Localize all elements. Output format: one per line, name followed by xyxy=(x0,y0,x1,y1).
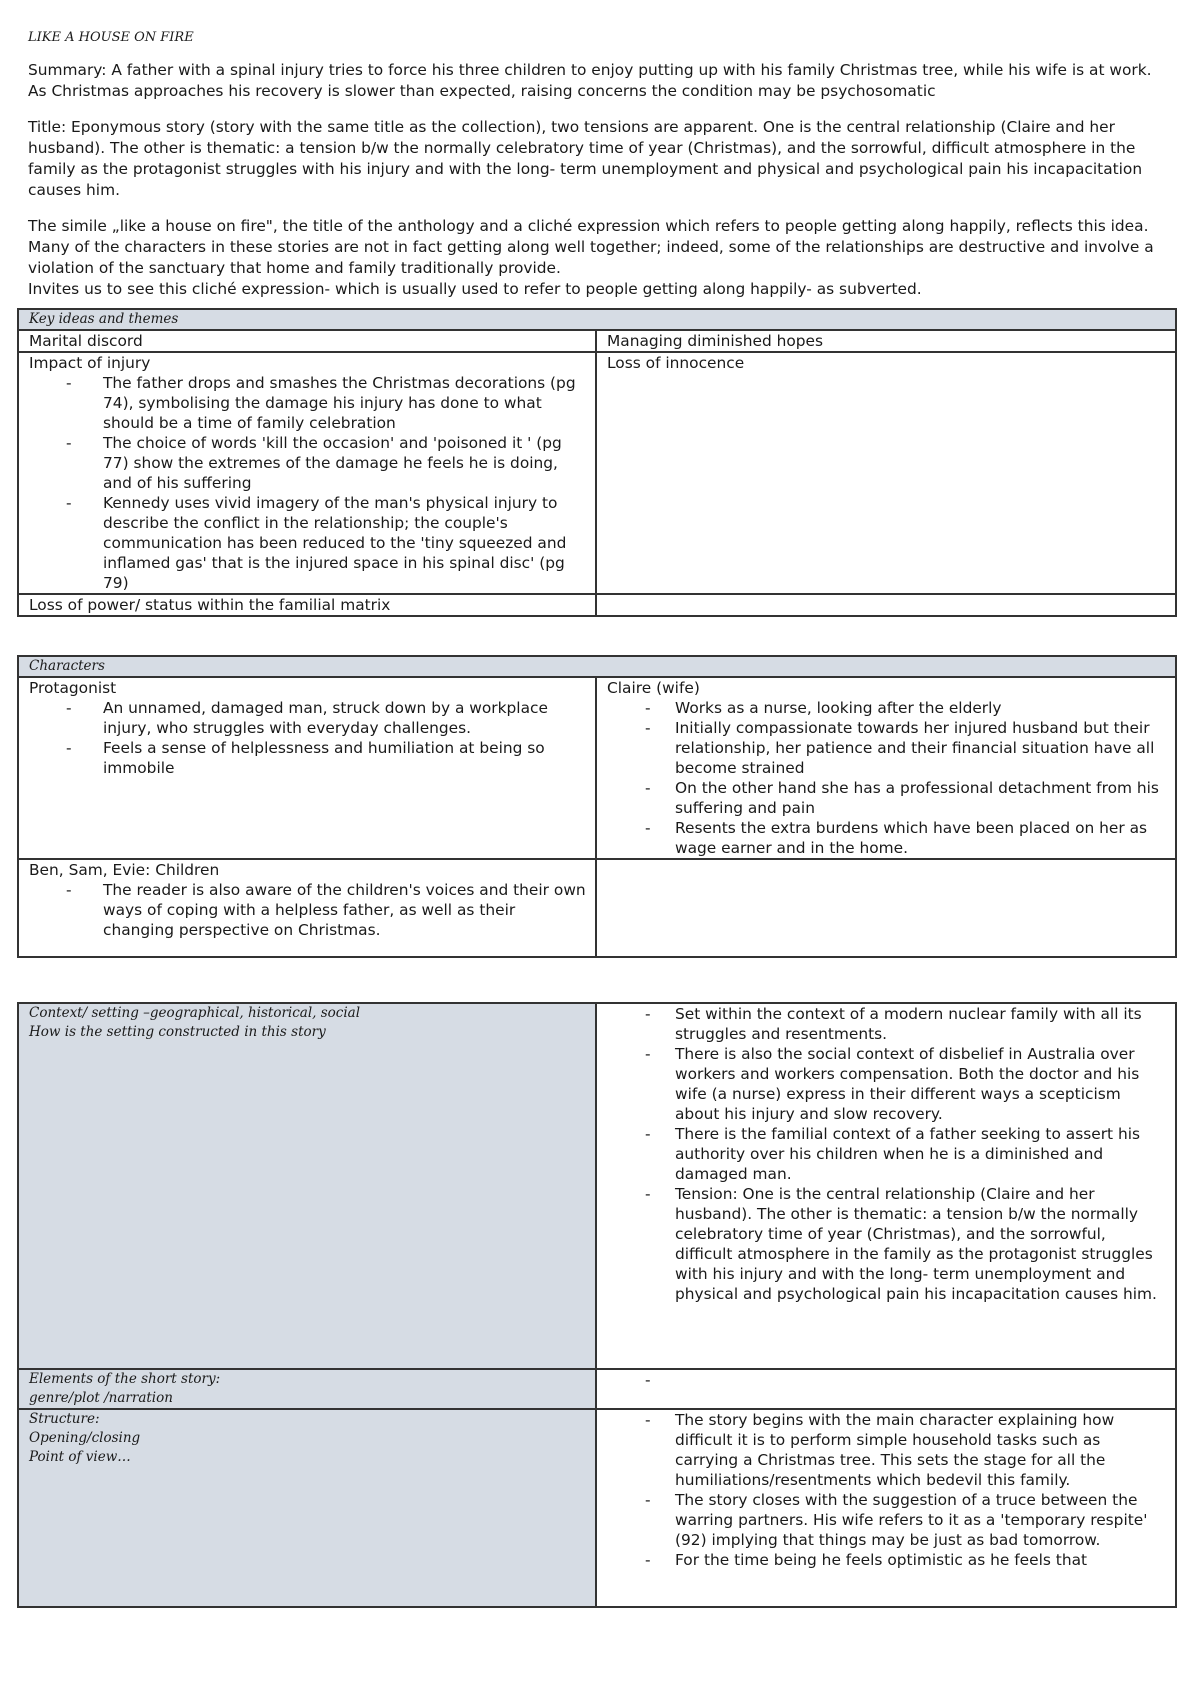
summary-paragraph: Summary: A father with a spinal injury tries to force his three children to enjoy putting up with his family Christmas tree, while his wife is at work. As Christmas approaches his recovery is slower than expected, raising concerns the condition may be psychosomatic xyxy=(28,61,1152,100)
context-list xyxy=(607,1004,1167,1304)
empty-cell xyxy=(596,859,1176,957)
context-content-cell xyxy=(596,1003,1176,1369)
list-item: - Resents the extra burdens which have been placed on her as wage earner and in the home. xyxy=(607,818,1167,858)
elements-content-cell xyxy=(596,1369,1176,1409)
structure-label-cell xyxy=(18,1409,596,1607)
list-item: - Works as a nurse, looking after the elderly xyxy=(607,698,1167,718)
list-item: - Tension: One is the central relationship (Claire and her husband). The other is thematic: a tension b/w the normally celebratory time of year (Christmas), and the sorrowful, difficult atmosphere in the family as the protagonist struggles with his injury and with the long- term unemployment and physical and psychological pain his incapacitation causes him. xyxy=(607,1184,1167,1304)
list-item: - The story begins with the main character explaining how difficult it is to perform simple household tasks such as carrying a Christmas tree. This sets the stage for all the humiliations/resentments which bedevil this family. xyxy=(607,1410,1167,1490)
context-label-cell xyxy=(18,1003,596,1369)
elements-label: Elements of the short story: xyxy=(29,1371,221,1387)
list-item: - An unnamed, damaged man, struck down by a workplace injury, who struggles with everyday challenges. xyxy=(29,698,587,738)
list-item: - The story closes with the suggestion of a truce between the warring partners. His wife refers to it as a 'temporary respite' (92) implying that things may be just as bad tomorrow. xyxy=(607,1490,1167,1550)
structure-sublabel-pov: Point of view… xyxy=(29,1449,131,1465)
impact-of-injury-list xyxy=(29,373,587,593)
protagonist-label: Protagonist xyxy=(29,679,117,697)
impact-of-injury-cell xyxy=(18,352,596,594)
context-label: Context/ setting –geographical, historical, social xyxy=(29,1005,361,1021)
characters-table xyxy=(17,655,1177,958)
elements-label-cell xyxy=(18,1369,596,1409)
key-ideas-table xyxy=(17,308,1177,617)
protagonist-list xyxy=(29,698,587,778)
list-item: - The father drops and smashes the Christmas decorations (pg 74), symbolising the damage his injury has done to what should be a time of family celebration xyxy=(29,373,587,433)
characters-header: Characters xyxy=(18,656,1176,677)
marital-discord-heading: Marital discord xyxy=(18,330,596,352)
key-ideas-header: Key ideas and themes xyxy=(18,309,1176,330)
list-item: - Kennedy uses vivid imagery of the man's physical injury to describe the conflict in the relationship; the couple's communication has been reduced to the 'tiny squeezed and inflamed gas' that is the injured space in his spinal disc' (pg 79) xyxy=(29,493,587,593)
list-item: - Initially compassionate towards her injured husband but their relationship, her patience and their financial situation have all become strained xyxy=(607,718,1167,778)
invites-paragraph: Invites us to see this cliché expression- which is usually used to refer to people getting along happily- as subverted. xyxy=(28,280,922,298)
loss-of-innocence-cell xyxy=(596,352,1176,594)
children-label: Ben, Sam, Evie: Children xyxy=(29,861,220,879)
claire-list xyxy=(607,698,1167,858)
analysis-table xyxy=(17,1002,1177,1608)
list-item: - The reader is also aware of the children's voices and their own ways of coping with a helpless father, as well as their changing perspective on Christmas. xyxy=(29,880,587,940)
structure-sublabel-opening: Opening/closing xyxy=(29,1430,141,1446)
loss-of-innocence-label: Loss of innocence xyxy=(607,354,745,372)
claire-label: Claire (wife) xyxy=(607,679,700,697)
structure-content-cell xyxy=(596,1409,1176,1607)
elements-sublabel: genre/plot /narration xyxy=(29,1390,173,1406)
structure-list xyxy=(607,1410,1167,1570)
impact-of-injury-label: Impact of injury xyxy=(29,354,151,372)
list-item: - For the time being he feels optimistic as he feels that xyxy=(607,1550,1167,1570)
diminished-hopes-heading: Managing diminished hopes xyxy=(596,330,1176,352)
list-item: - Feels a sense of helplessness and humiliation at being so immobile xyxy=(29,738,587,778)
loss-of-power-cell: Loss of power/ status within the familial matrix xyxy=(18,594,596,616)
list-item: - On the other hand she has a professional detachment from his suffering and pain xyxy=(607,778,1167,818)
list-item: - The choice of words 'kill the occasion' and 'poisoned it ' (pg 77) show the extremes of the damage he feels he is doing, and of his suffering xyxy=(29,433,587,493)
children-cell xyxy=(18,859,596,957)
title-paragraph: Title: Eponymous story (story with the same title as the collection), two tensions are apparent. One is the central relationship (Claire and her husband). The other is thematic: a tension b/w the normally celebratory time of year (Christmas), and the sorrowful, difficult atmosphere in the family as the protagonist struggles with his injury and with the long- term unemployment and physical and psychological pain his incapacitation causes him. xyxy=(28,118,1143,199)
document-page xyxy=(28,28,1174,1608)
children-list xyxy=(29,880,587,940)
simile-paragraph: The simile „like a house on fire", the title of the anthology and a cliché expression which refers to people getting along happily, reflects this idea. Many of the characters in these stories are not in fact getting along well together; indeed, some of the relationships are destructive and involve a violation of the sanctuary that home and family traditionally provide. xyxy=(28,217,1154,277)
list-item: - There is also the social context of disbelief in Australia over workers and workers compensation. Both the doctor and his wife (a nurse) express in their different ways a scepticism about his injury and slow recovery. xyxy=(607,1044,1167,1124)
context-sublabel: How is the setting constructed in this story xyxy=(29,1024,326,1040)
document-title: LIKE A HOUSE ON FIRE xyxy=(28,30,194,45)
empty-cell xyxy=(596,594,1176,616)
structure-label: Structure: xyxy=(29,1411,100,1427)
protagonist-cell xyxy=(18,677,596,859)
list-item: - There is the familial context of a father seeking to assert his authority over his children when he is a diminished and damaged man. xyxy=(607,1124,1167,1184)
list-item: - Set within the context of a modern nuclear family with all its struggles and resentments. xyxy=(607,1004,1167,1044)
claire-cell xyxy=(596,677,1176,859)
